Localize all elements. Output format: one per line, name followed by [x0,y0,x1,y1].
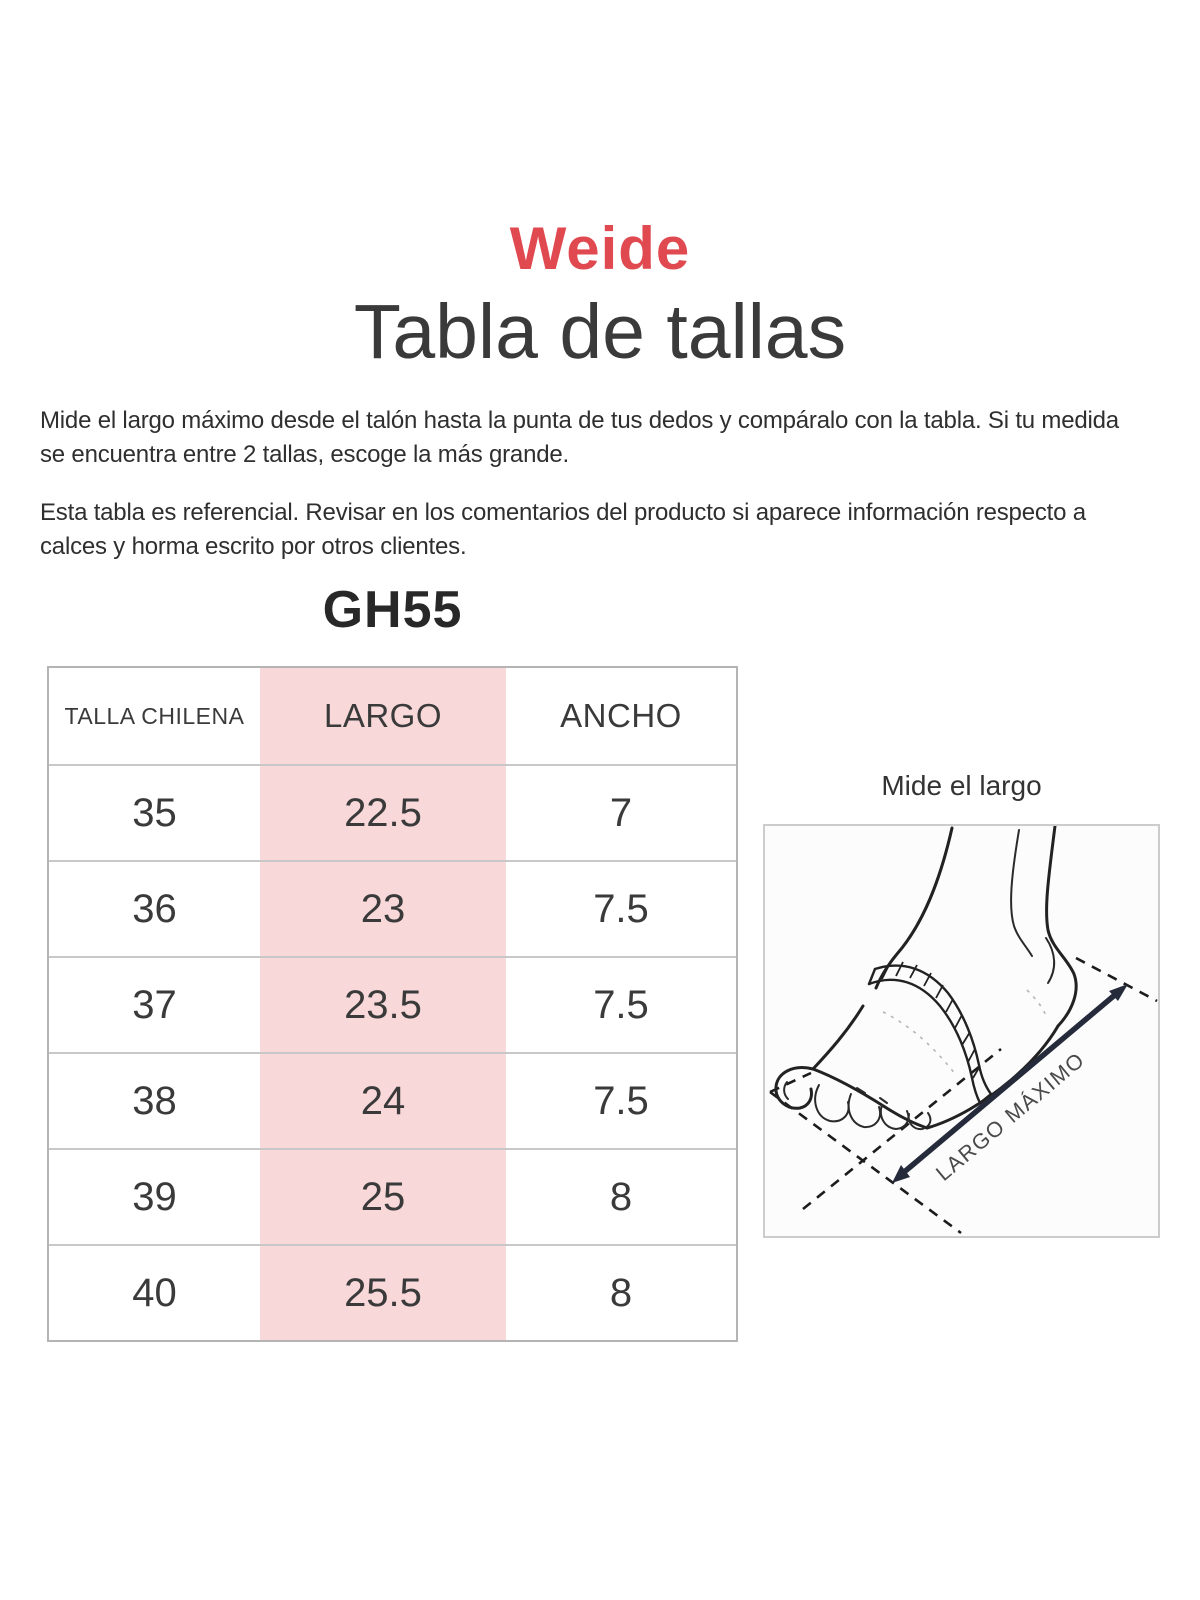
inner-ankle-line [1011,830,1032,956]
foot-dorsal-line [813,1006,863,1069]
model-code: GH55 [322,581,463,639]
header-cell: ANCHO [560,697,682,734]
size-cell: 35 [132,790,177,835]
toe-edge-line [813,1069,927,1128]
measure-arrow-shaft [903,994,1116,1173]
table-row [49,860,736,956]
header-cell: LARGO [260,668,506,764]
size-cell: 40 [132,1270,177,1315]
heel-faint-dash [1027,990,1046,1016]
front-leg-line [876,828,952,988]
size-cell: 7.5 [593,982,649,1027]
arrow-label: LARGO MÁXIMO [931,1047,1090,1186]
size-cell: 7 [609,790,633,835]
toe-3 [849,1094,880,1127]
instep-faint-dash [883,1012,955,1074]
table-row [49,956,736,1052]
measure-caption: Mide el largo [881,770,1042,801]
table-header-row [49,668,736,764]
size-cell: 8 [609,1174,633,1219]
instructions-reference: Esta tabla es referencial. Revisar en los comentarios del producto si aparece información respecto a calces y horma escrito por otros clientes. [40,499,1086,560]
table-row [49,1148,736,1244]
back-leg-heel-line [1047,826,1077,1026]
size-cell: 22.5 [260,766,506,860]
size-cell: 23.5 [260,958,506,1052]
page-title: Tabla de tallas [353,289,847,375]
size-cell: 8 [609,1270,633,1315]
table-row [49,1244,736,1340]
size-cell: 38 [132,1078,177,1123]
size-cell: 25.5 [260,1246,506,1340]
size-cell: 37 [132,982,177,1027]
size-cell: 25 [260,1150,506,1244]
size-cell: 36 [132,886,177,931]
size-cell: 24 [260,1054,506,1148]
size-cell: 23 [260,862,506,956]
toe-2 [815,1085,848,1121]
table-row [49,1052,736,1148]
size-table [47,666,738,1342]
tape-inner-edge [875,966,991,1094]
size-cell: 7.5 [593,1078,649,1123]
header-cell: TALLA CHILENA [64,702,245,729]
size-cell: 39 [132,1174,177,1219]
knuckle-mark-2 [880,1098,887,1103]
brand-logo: Weide [509,215,691,282]
foot-measure-illustration [765,826,1158,1236]
instructions-measure: Mide el largo máximo desde el talón hasta la punta de tus dedos y compáralo con la tabla. Si tu medida se encuentra entre 2 tallas, escoge la más grande. [40,407,1119,468]
foot-illustration-box [763,824,1160,1238]
size-cell: 7.5 [593,886,649,931]
ground-dash-left [770,1092,961,1233]
table-row [49,764,736,860]
